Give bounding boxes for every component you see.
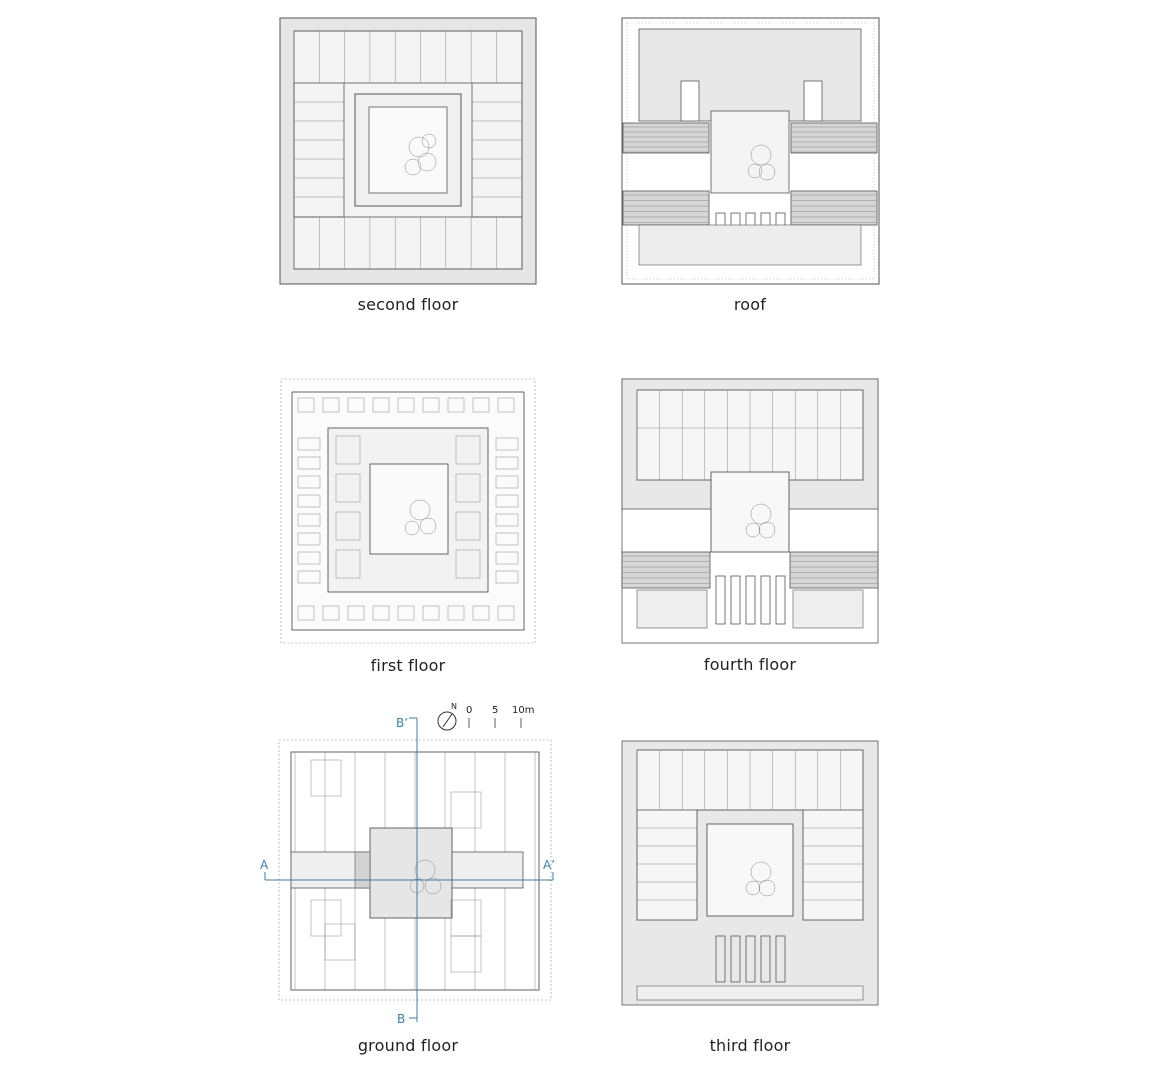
third-floor-caption: third floor bbox=[709, 1036, 791, 1055]
second-floor-plan bbox=[279, 17, 537, 285]
fourth-floor-plan bbox=[621, 378, 879, 644]
fourth-floor-caption: fourth floor bbox=[703, 655, 797, 674]
roof-plan bbox=[621, 17, 880, 285]
first-floor-plan bbox=[280, 378, 536, 646]
scale-tick-0: 0 bbox=[466, 705, 473, 716]
north-arrow-label: N bbox=[451, 702, 457, 711]
first-floor-caption: first floor bbox=[370, 656, 446, 675]
section-marker-a-prime: A’ bbox=[543, 858, 556, 872]
ground-floor-caption: ground floor bbox=[357, 1036, 459, 1055]
ground-floor-plan bbox=[255, 700, 565, 1025]
scale-tick-5: 5 bbox=[492, 705, 499, 716]
scale-tick-10m: 10m bbox=[512, 705, 535, 716]
third-floor-plan bbox=[621, 740, 879, 1006]
scale-bar bbox=[466, 718, 526, 732]
roof-caption: roof bbox=[733, 295, 767, 314]
section-marker-b: B bbox=[397, 1012, 406, 1026]
second-floor-caption: second floor bbox=[357, 295, 459, 314]
section-marker-b-prime: B’ bbox=[396, 716, 409, 730]
section-marker-a: A bbox=[260, 858, 269, 872]
